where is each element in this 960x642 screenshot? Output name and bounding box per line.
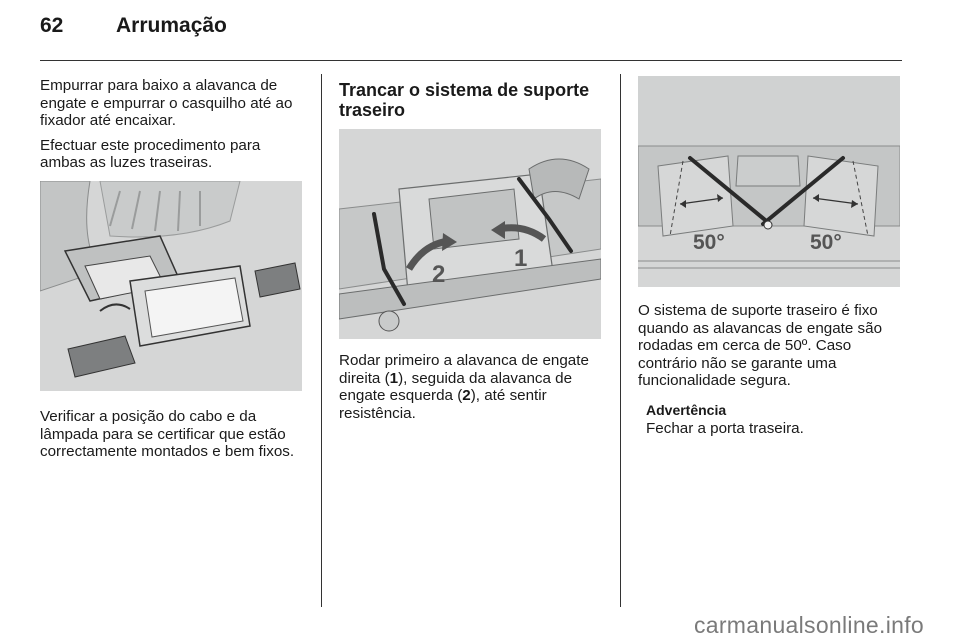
warning-title: Advertência — [646, 402, 727, 418]
angle-label-left: 50° — [693, 231, 725, 254]
page-title: Arrumação — [116, 14, 227, 37]
column-divider — [321, 74, 322, 607]
warning-box — [646, 402, 900, 437]
rear-carrier-levers-figure — [339, 129, 601, 339]
text-run: ), seguida da alavanca de engate esquerda ( — [339, 369, 573, 404]
column-2-text — [339, 352, 609, 422]
locked-carrier-figure — [638, 76, 900, 287]
watermark: carmanualsonline.info — [693, 612, 924, 638]
column-3-text — [638, 302, 900, 390]
column-1 — [40, 77, 310, 172]
callout-1: 1 — [514, 245, 528, 272]
paragraph: Empurrar para baixo a alavanca de engate e empurrar o casquilho até ao fixador até encaixar. — [40, 77, 293, 129]
text-run: Rodar primeiro a alavanca de engate direita ( — [339, 352, 589, 387]
column-1-bottom — [40, 408, 310, 461]
paragraph — [339, 352, 609, 422]
text-run: ), até sentir resistência. — [339, 387, 547, 422]
warning-text: Fechar a porta traseira. — [646, 419, 804, 437]
header-rule — [40, 60, 902, 61]
paragraph: Verificar a posição do cabo e da lâmpada para se certificar que estão correctamente montados e bem fixos. — [40, 408, 295, 460]
ref-2: 2 — [462, 387, 471, 404]
angle-label-right: 50° — [810, 231, 842, 254]
page-number: 62 — [40, 14, 64, 37]
ref-1: 1 — [389, 369, 399, 387]
column-divider — [620, 74, 621, 607]
column-2 — [339, 80, 609, 120]
callout-2: 2 — [432, 261, 446, 288]
paragraph: O sistema de suporte traseiro é fixo quando as alavancas de engate são rodadas em cerca de 50º. Caso contrário não se garante uma funcionalidade segura. — [638, 302, 883, 389]
section-heading: Trancar o sistema de suporte traseiro — [339, 80, 590, 120]
paragraph: Efectuar este procedimento para ambas as luzes traseiras. — [40, 136, 261, 171]
taillight-figure — [40, 181, 302, 391]
